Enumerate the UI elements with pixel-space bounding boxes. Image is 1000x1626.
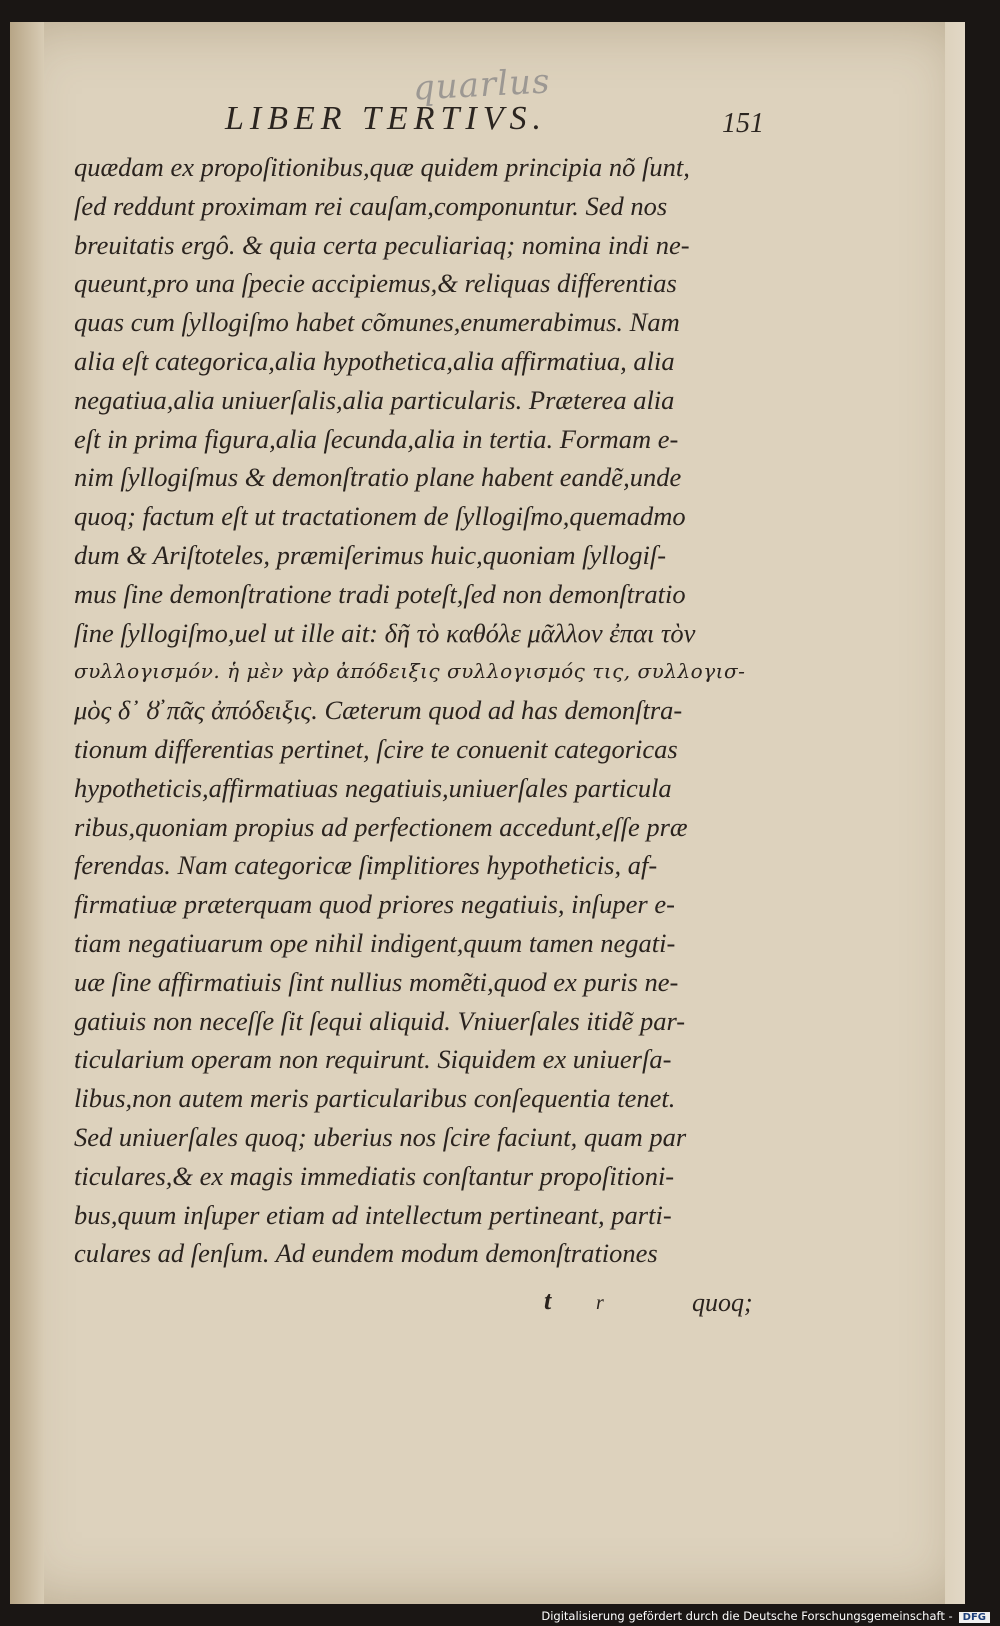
signature-number: r <box>596 1292 604 1314</box>
body-text <box>74 148 790 1273</box>
text-line: alia eſt categorica,alia hypothetica,alia affirmatiua, alia <box>74 345 675 376</box>
text-line: negatiua,alia uniuerſalis,alia particularis. Præterea alia <box>74 384 675 415</box>
digitization-credit <box>541 1609 990 1623</box>
page-footer-marks <box>74 1286 790 1326</box>
text-line: Sed uniuerſales quoq; uberius nos ſcire faciunt, quam par <box>74 1121 687 1152</box>
greek-text-line: συλλογισμόν. ἡ μὲν γὰρ ἀπόδειξις συλλογισμός τις, συλλογισ- <box>74 659 746 684</box>
text-line: gatiuis non neceſſe ſit ſequi aliquid. Vniuerſales itidẽ par- <box>74 1005 686 1036</box>
text-line: culares ad ſenſum. Ad eundem modum demonſtrationes <box>74 1238 658 1269</box>
text-line: libus,non autem meris particularibus conſequentia tenet. <box>74 1083 676 1114</box>
text-line: breuitatis ergô. & quia certa peculiariaq; nomina indi ne- <box>74 229 690 260</box>
text-line: quoq; factum eſt ut tractationem de ſyllogiſmo,quemadmo <box>74 501 686 532</box>
text-line: dum & Ariſtoteles, præmiſerimus huic,quoniam ſyllogiſ- <box>74 539 667 570</box>
text-line: quædam ex propoſitionibus,quæ quidem principia nõ ſunt, <box>74 152 690 182</box>
handwritten-annotation: quarlus <box>412 61 552 109</box>
book-page <box>10 22 965 1604</box>
dfg-logo: DFG <box>959 1612 990 1623</box>
text-line: mus ſine demonſtratione tradi poteſt,ſed non demonſtratio <box>74 578 686 609</box>
page-gutter-shadow <box>10 22 44 1604</box>
text-line: tionum differentias pertinet, ſcire te conuenit categoricas <box>74 733 678 764</box>
text-line: ticulares,& ex magis immediatis conſtantur propoſitioni- <box>74 1160 675 1191</box>
text-line: quas cum ſyllogiſmo habet cõmunes,enumerabimus. Nam <box>74 307 680 338</box>
text-line: queunt,pro una ſpecie accipiemus,& reliquas differentias <box>74 268 677 299</box>
page-edge <box>945 22 965 1604</box>
running-head: LIBER TERTIVS. <box>225 100 547 137</box>
catchword: quoq; <box>692 1288 753 1317</box>
text-line: bus,quum inſuper etiam ad intellectum pertineant, parti- <box>74 1199 672 1230</box>
text-line: ſine ſyllogiſmo,uel ut ille ait: δῆ τὸ καθόλε μᾶλλον ἐπαι τὸν <box>74 617 696 648</box>
credit-text: Digitalisierung gefördert durch die Deutsche Forschungsgemeinschaft - <box>541 1609 953 1623</box>
signature-mark: t <box>544 1286 552 1315</box>
text-line: ferendas. Nam categoricæ ſimplitiores hypotheticis, af- <box>74 850 658 881</box>
text-line: uæ ſine affirmatiuis ſint nullius momẽti,quod ex puris ne- <box>74 966 679 997</box>
text-line: tiam negatiuarum ope nihil indigent,quum tamen negati- <box>74 927 676 958</box>
text-line: hypotheticis,affirmatiuas negatiuis,uniuerſales particula <box>74 772 672 803</box>
text-line: firmatiuæ præterquam quod priores negatiuis, inſuper e- <box>74 889 675 920</box>
page-number: 151 <box>722 108 764 139</box>
text-line: nim ſyllogiſmus & demonſtratio plane habent eandẽ,unde <box>74 462 682 493</box>
text-line: ticularium operam non requirunt. Siquidem ex uniuerſa- <box>74 1044 672 1075</box>
text-line: eſt in prima figura,alia ſecunda,alia in tertia. Formam e- <box>74 423 679 454</box>
text-line: ribus,quoniam propius ad perfectionem accedunt,eſſe præ <box>74 811 688 842</box>
text-line: μὸς δ᾿ ȣ̓ πᾶς ἀπόδειξις. Cæterum quod ad has demonſtra- <box>74 695 683 726</box>
text-line: ſed reddunt proximam rei cauſam,componuntur. Sed nos <box>74 190 668 221</box>
